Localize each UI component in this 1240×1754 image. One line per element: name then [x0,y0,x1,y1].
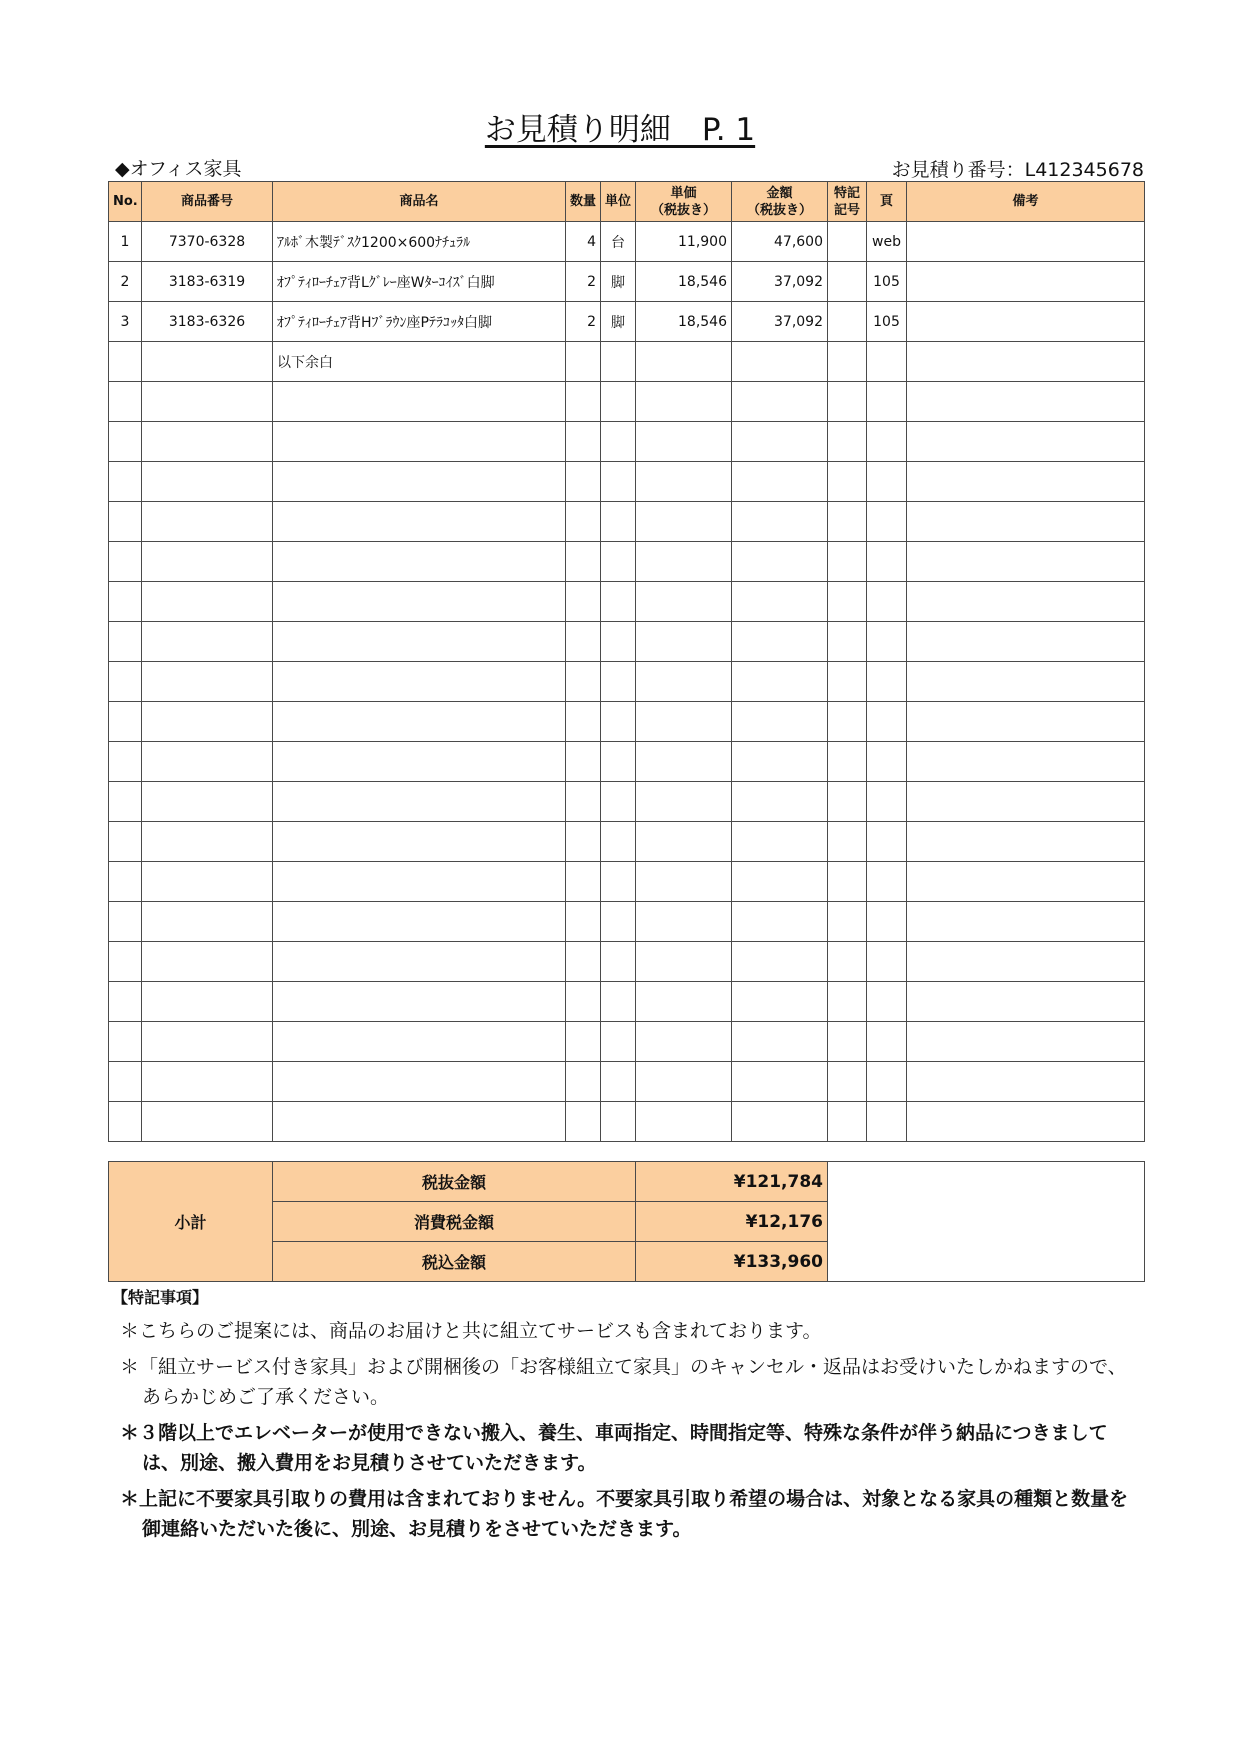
row-qty: 4 [566,222,601,262]
empty-cell [732,662,828,702]
quote-number: お見積り番号：L412345678 [891,159,1144,181]
summary-value: ¥133,960 [636,1242,828,1282]
empty-cell [636,862,732,902]
empty-cell [867,582,907,622]
empty-cell [566,982,601,1022]
empty-cell [867,862,907,902]
empty-cell [907,862,1145,902]
empty-cell [867,742,907,782]
row-price: 18,546 [636,302,732,342]
empty-cell [636,742,732,782]
empty-cell [732,942,828,982]
empty-cell [867,1062,907,1102]
col-page: 頁 [867,182,907,222]
empty-cell [636,622,732,662]
row-amount [732,342,828,382]
empty-cell [601,902,636,942]
empty-cell [601,422,636,462]
empty-cell [142,862,273,902]
empty-cell [109,942,142,982]
row-mark [828,302,867,342]
empty-cell [566,902,601,942]
row-qty: 2 [566,302,601,342]
empty-cell [566,822,601,862]
empty-cell [732,462,828,502]
table-row-empty [109,982,1145,1022]
empty-cell [828,1022,867,1062]
table-row-empty [109,1102,1145,1142]
empty-cell [109,502,142,542]
empty-cell [732,1022,828,1062]
empty-cell [828,902,867,942]
note-item: ＊こちらのご提案には、商品のお届けと共に組立てサービスも含まれております。 [120,1320,822,1342]
empty-cell [142,622,273,662]
empty-cell [142,502,273,542]
empty-cell [867,902,907,942]
col-code: 商品番号 [142,182,273,222]
empty-cell [273,782,566,822]
note-item: ＊３階以上でエレベーターが使用できない搬入、養生、車両指定、時間指定等、特殊な条件が伴う納品につきましては、別途、搬入費用をお見積りさせていただきます。 [120,1422,1108,1474]
row-unit [601,342,636,382]
summary-blank [828,1162,1145,1282]
empty-cell [601,782,636,822]
table-row-empty [109,862,1145,902]
empty-cell [732,782,828,822]
empty-cell [732,382,828,422]
empty-cell [732,622,828,662]
empty-cell [636,582,732,622]
empty-cell [636,1062,732,1102]
empty-cell [601,1062,636,1102]
row-code: 3183-6326 [142,302,273,342]
empty-cell [142,1062,273,1102]
empty-cell [273,382,566,422]
empty-cell [109,622,142,662]
empty-cell [907,902,1145,942]
empty-cell [109,902,142,942]
empty-cell [732,1102,828,1142]
empty-cell [142,982,273,1022]
row-unit: 台 [601,222,636,262]
notes-section [112,1285,1142,1550]
col-name: 商品名 [273,182,566,222]
empty-cell [109,462,142,502]
summary-row [109,1162,1145,1202]
row-name: ｵﾌﾟﾃｨﾛｰﾁｪｱ背Lｸﾞﾚｰ座Wﾀｰｺｲｽﾞ白脚 [273,262,566,302]
empty-cell [273,582,566,622]
col-amount: 金額 （税抜き） [732,182,828,222]
empty-cell [109,742,142,782]
empty-cell [636,422,732,462]
row-note [907,222,1145,262]
empty-cell [828,662,867,702]
empty-cell [867,1022,907,1062]
empty-cell [601,1102,636,1142]
table-row-empty [109,702,1145,742]
empty-cell [566,942,601,982]
empty-cell [566,742,601,782]
empty-cell [601,862,636,902]
empty-cell [142,382,273,422]
empty-cell [566,622,601,662]
empty-cell [907,942,1145,982]
empty-cell [867,1102,907,1142]
empty-cell [732,542,828,582]
empty-cell [828,862,867,902]
empty-cell [636,782,732,822]
empty-cell [867,502,907,542]
empty-cell [867,822,907,862]
row-unit: 脚 [601,302,636,342]
empty-cell [601,742,636,782]
table-row [109,222,1145,262]
empty-cell [867,542,907,582]
empty-cell [566,1102,601,1142]
empty-cell [732,822,828,862]
empty-cell [273,822,566,862]
empty-cell [566,542,601,582]
empty-cell [636,542,732,582]
table-row-empty [109,1022,1145,1062]
empty-cell [732,582,828,622]
row-no: 3 [109,302,142,342]
row-code: 7370-6328 [142,222,273,262]
table-row-empty [109,422,1145,462]
empty-cell [828,1102,867,1142]
empty-cell [273,702,566,742]
table-row-empty [109,582,1145,622]
empty-cell [109,822,142,862]
empty-cell [907,1062,1145,1102]
empty-cell [828,582,867,622]
empty-cell [828,942,867,982]
empty-cell [907,782,1145,822]
empty-cell [566,862,601,902]
empty-cell [273,542,566,582]
table-row-empty [109,782,1145,822]
empty-cell [867,422,907,462]
empty-cell [601,662,636,702]
empty-cell [907,822,1145,862]
items-table [108,181,1145,1142]
empty-cell [867,942,907,982]
empty-cell [907,422,1145,462]
empty-cell [273,622,566,662]
empty-cell [732,862,828,902]
row-page: 105 [867,302,907,342]
empty-cell [732,982,828,1022]
empty-cell [273,1062,566,1102]
empty-cell [566,582,601,622]
empty-cell [732,1062,828,1102]
empty-cell [601,542,636,582]
empty-cell [273,662,566,702]
empty-cell [636,702,732,742]
empty-cell [109,382,142,422]
empty-cell [732,742,828,782]
empty-cell [273,942,566,982]
empty-cell [636,662,732,702]
empty-cell [867,782,907,822]
empty-cell [566,502,601,542]
table-row-empty [109,742,1145,782]
empty-cell [732,502,828,542]
table-row-empty [109,622,1145,662]
row-no: 2 [109,262,142,302]
empty-cell [566,662,601,702]
empty-cell [732,902,828,942]
empty-cell [907,542,1145,582]
empty-cell [109,582,142,622]
empty-cell [273,1102,566,1142]
empty-cell [907,582,1145,622]
table-row-empty [109,1062,1145,1102]
row-name: ｵﾌﾟﾃｨﾛｰﾁｪｱ背Hﾌﾞﾗｳﾝ座Pﾃﾗｺｯﾀ白脚 [273,302,566,342]
empty-cell [907,702,1145,742]
row-note [907,262,1145,302]
empty-cell [867,622,907,662]
empty-cell [828,622,867,662]
empty-cell [828,982,867,1022]
row-amount: 47,600 [732,222,828,262]
empty-cell [273,422,566,462]
notes-heading: 【特記事項】 [112,1288,209,1307]
empty-cell [732,702,828,742]
empty-cell [601,942,636,982]
table-row-empty [109,462,1145,502]
empty-cell [273,502,566,542]
empty-cell [142,1022,273,1062]
empty-cell [109,1022,142,1062]
empty-cell [636,822,732,862]
row-mark [828,342,867,382]
empty-cell [273,742,566,782]
row-price: 11,900 [636,222,732,262]
empty-cell [109,1062,142,1102]
summary-table [108,1161,1145,1282]
row-no: 1 [109,222,142,262]
summary-value: ¥12,176 [636,1202,828,1242]
empty-cell [636,382,732,422]
subtotal-label: 小計 [109,1162,273,1282]
empty-cell [142,942,273,982]
empty-cell [907,662,1145,702]
row-qty: 2 [566,262,601,302]
col-note: 備考 [907,182,1145,222]
empty-cell [109,1102,142,1142]
row-no [109,342,142,382]
empty-cell [907,622,1145,662]
empty-cell [636,982,732,1022]
empty-cell [601,1022,636,1062]
empty-cell [142,822,273,862]
empty-cell [828,462,867,502]
empty-cell [273,902,566,942]
empty-cell [828,782,867,822]
empty-cell [566,782,601,822]
row-note [907,342,1145,382]
table-row-empty [109,382,1145,422]
row-mark [828,262,867,302]
page-title: お見積り明細 P. 1 [484,112,756,148]
empty-cell [636,942,732,982]
empty-cell [907,1102,1145,1142]
empty-cell [601,502,636,542]
summary-label: 税込金額 [273,1242,636,1282]
empty-cell [828,1062,867,1102]
row-name: 以下余白 [273,342,566,382]
table-row-empty [109,662,1145,702]
empty-cell [109,862,142,902]
empty-cell [828,822,867,862]
empty-cell [566,382,601,422]
empty-cell [867,702,907,742]
col-mark: 特記 記号 [828,182,867,222]
empty-cell [601,702,636,742]
empty-cell [142,582,273,622]
empty-cell [142,702,273,742]
empty-cell [828,702,867,742]
empty-cell [601,622,636,662]
empty-cell [636,462,732,502]
empty-cell [109,702,142,742]
empty-cell [907,502,1145,542]
empty-cell [867,982,907,1022]
empty-cell [867,462,907,502]
empty-cell [828,742,867,782]
empty-cell [601,462,636,502]
empty-cell [142,422,273,462]
row-page [867,342,907,382]
empty-cell [142,542,273,582]
empty-cell [636,1102,732,1142]
empty-cell [907,1022,1145,1062]
empty-cell [566,1022,601,1062]
empty-cell [636,1022,732,1062]
empty-cell [867,662,907,702]
empty-cell [828,542,867,582]
empty-cell [109,542,142,582]
table-row-empty [109,942,1145,982]
table-row-empty [109,822,1145,862]
row-code [142,342,273,382]
row-amount: 37,092 [732,262,828,302]
empty-cell [867,382,907,422]
row-page: web [867,222,907,262]
empty-cell [142,782,273,822]
empty-cell [142,742,273,782]
empty-cell [828,422,867,462]
empty-cell [907,382,1145,422]
empty-cell [109,662,142,702]
row-note [907,302,1145,342]
empty-cell [636,902,732,942]
empty-cell [273,982,566,1022]
col-qty: 数量 [566,182,601,222]
note-item: ＊「組立サービス付き家具」および開梱後の「お客様組立て家具」のキャンセル・返品はお受けいたしかねますので、あらかじめご了承ください。 [120,1356,1127,1408]
table-row-empty [109,542,1145,582]
row-amount: 37,092 [732,302,828,342]
row-name: ｱﾙﾎﾞ木製ﾃﾞｽｸ1200×600ﾅﾁｭﾗﾙ [273,222,566,262]
note-item: ＊上記に不要家具引取りの費用は含まれておりません。不要家具引取り希望の場合は、対象となる家具の種類と数量を御連絡いただいた後に、別途、お見積りをさせていただきます。 [120,1488,1129,1540]
empty-cell [601,822,636,862]
empty-cell [828,502,867,542]
empty-cell [142,902,273,942]
category-label: ◆オフィス家具 [115,158,242,180]
summary-value: ¥121,784 [636,1162,828,1202]
empty-cell [907,462,1145,502]
empty-cell [601,982,636,1022]
empty-cell [142,1102,273,1142]
empty-cell [273,1022,566,1062]
empty-cell [828,382,867,422]
empty-cell [601,382,636,422]
summary-label: 消費税金額 [273,1202,636,1242]
row-mark [828,222,867,262]
empty-cell [566,422,601,462]
empty-cell [142,462,273,502]
col-price: 単価 （税抜き） [636,182,732,222]
empty-cell [636,502,732,542]
empty-cell [907,982,1145,1022]
empty-cell [732,422,828,462]
empty-cell [109,782,142,822]
table-row-empty [109,502,1145,542]
row-code: 3183-6319 [142,262,273,302]
empty-cell [907,742,1145,782]
empty-cell [273,462,566,502]
row-qty [566,342,601,382]
table-row-empty [109,902,1145,942]
row-price: 18,546 [636,262,732,302]
col-unit: 単位 [601,182,636,222]
empty-cell [566,462,601,502]
empty-cell [273,862,566,902]
empty-cell [142,662,273,702]
col-no: No. [109,182,142,222]
row-price [636,342,732,382]
empty-cell [109,982,142,1022]
table-row [109,262,1145,302]
empty-cell [109,422,142,462]
table-row [109,302,1145,342]
row-page: 105 [867,262,907,302]
summary-label: 税抜金額 [273,1162,636,1202]
empty-cell [566,702,601,742]
empty-cell [601,582,636,622]
table-row [109,342,1145,382]
row-unit: 脚 [601,262,636,302]
table-header-row [109,182,1145,222]
empty-cell [566,1062,601,1102]
